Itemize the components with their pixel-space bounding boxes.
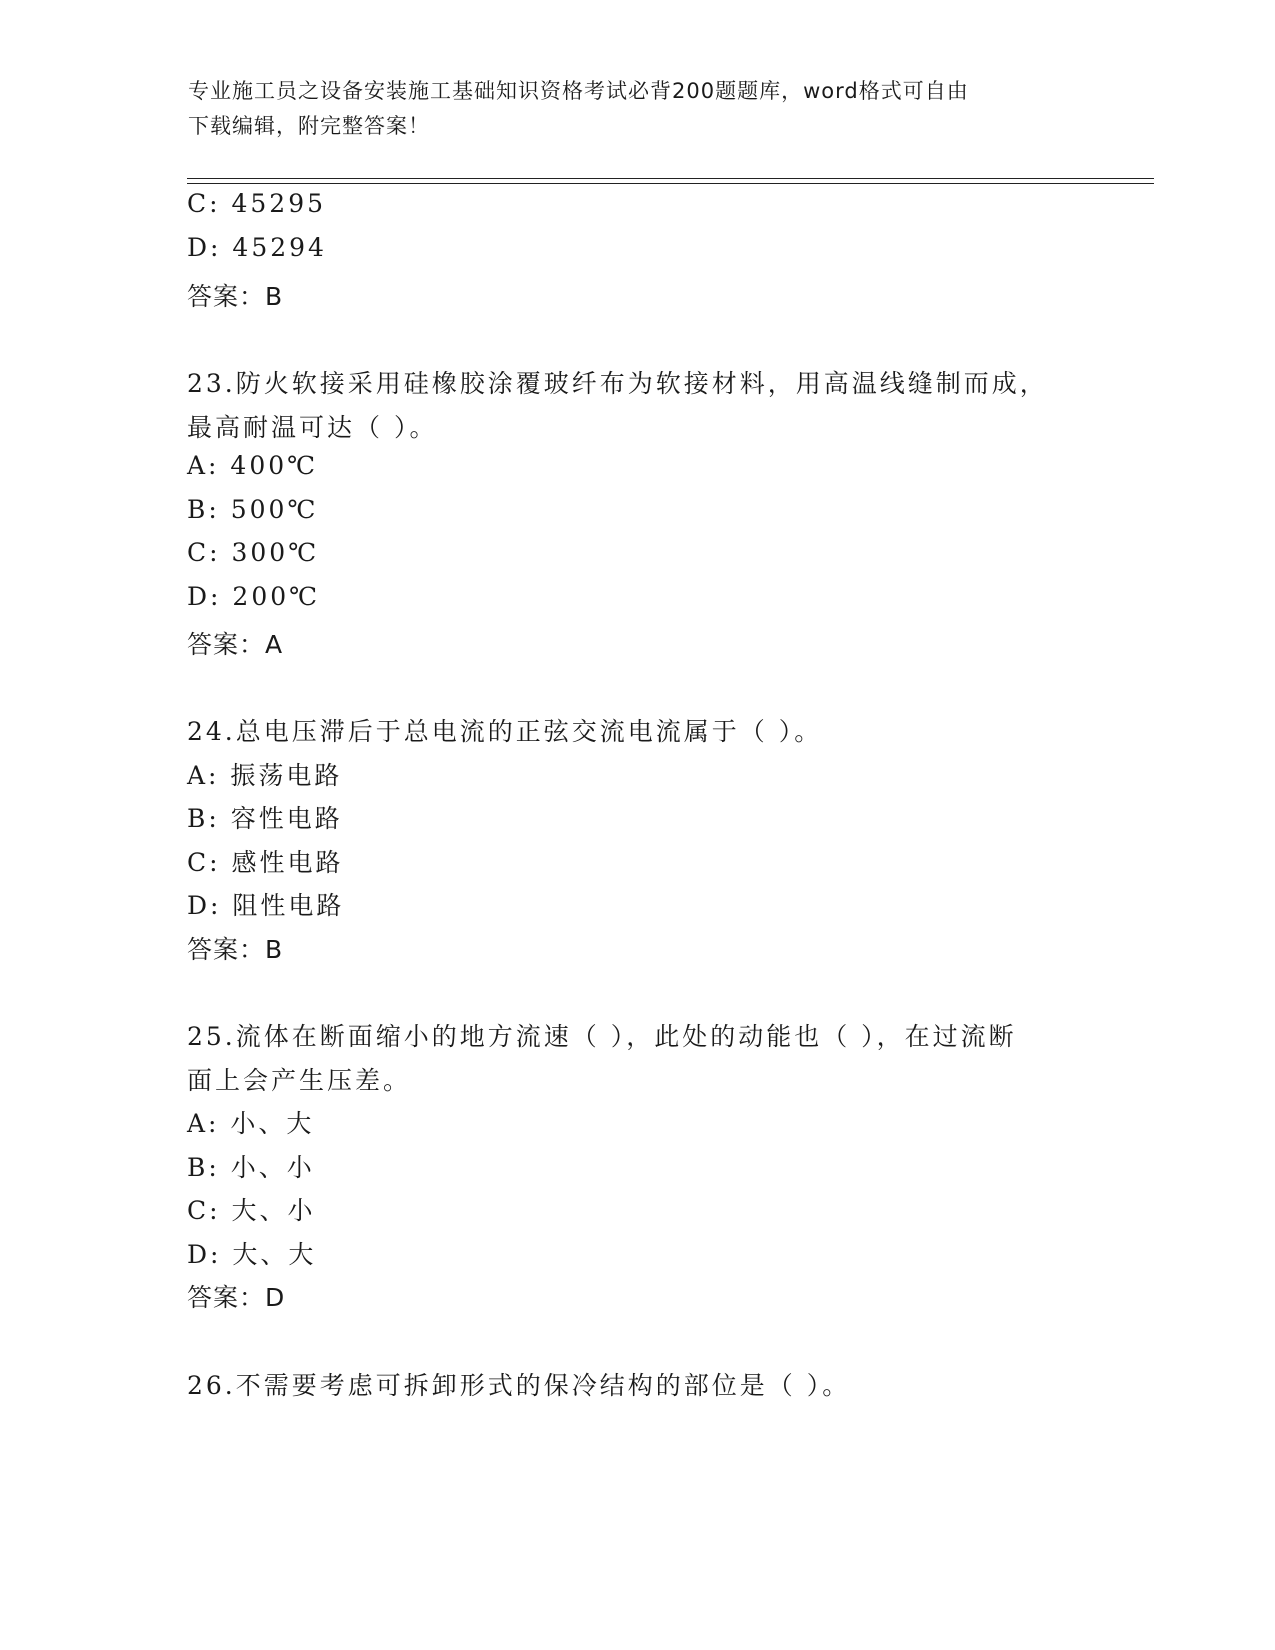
question-23-answer: 答案：A (187, 630, 284, 659)
question-25-answer: 答案：D (187, 1283, 286, 1312)
question-25-option-d: D: 大、大 (187, 1240, 317, 1269)
question-24-answer: 答案：B (187, 935, 284, 964)
question-25-option-c: C: 大、小 (187, 1196, 316, 1225)
question-24-option-a: A: 振荡电路 (187, 761, 343, 790)
header-rule-top (187, 178, 1154, 179)
question-23-stem-line-1: 23.防火软接采用硅橡胶涂覆玻纤布为软接材料，用高温线缝制而成， (187, 369, 1048, 398)
question-25-stem-line-1: 25.流体在断面缩小的地方流速（ ），此处的动能也（ ），在过流断 (187, 1022, 1017, 1051)
header-line-2: 下载编辑，附完整答案！ (188, 114, 430, 138)
question-24-stem-line-1: 24.总电压滞后于总电流的正弦交流电流属于（ ）。 (187, 717, 823, 746)
question-25-option-b: B: 小、小 (187, 1153, 315, 1182)
prev-option-d: D: 45294 (187, 233, 327, 262)
question-25-option-a: A: 小、大 (187, 1109, 315, 1138)
prev-option-c: C: 45295 (187, 189, 327, 218)
question-23-option-d: D: 200℃ (187, 582, 321, 611)
question-23-option-b: B: 500℃ (187, 495, 319, 524)
question-24-option-d: D: 阻性电路 (187, 891, 345, 920)
question-23-option-c: C: 300℃ (187, 538, 320, 567)
header-rule-bottom (187, 183, 1154, 184)
question-24-option-c: C: 感性电路 (187, 848, 344, 877)
question-25-stem-line-2: 面上会产生压差。 (187, 1066, 412, 1095)
question-26-stem-line-1: 26.不需要考虑可拆卸形式的保冷结构的部位是（ ）。 (187, 1371, 851, 1400)
question-23-stem-line-2: 最高耐温可达（ ）。 (187, 413, 438, 442)
prev-answer: 答案：B (187, 282, 284, 311)
question-24-option-b: B: 容性电路 (187, 804, 343, 833)
question-23-option-a: A: 400℃ (187, 451, 319, 480)
document-header (188, 74, 1068, 144)
header-line-1: 专业施工员之设备安装施工基础知识资格考试必背200题题库，word格式可自由 (188, 79, 969, 103)
